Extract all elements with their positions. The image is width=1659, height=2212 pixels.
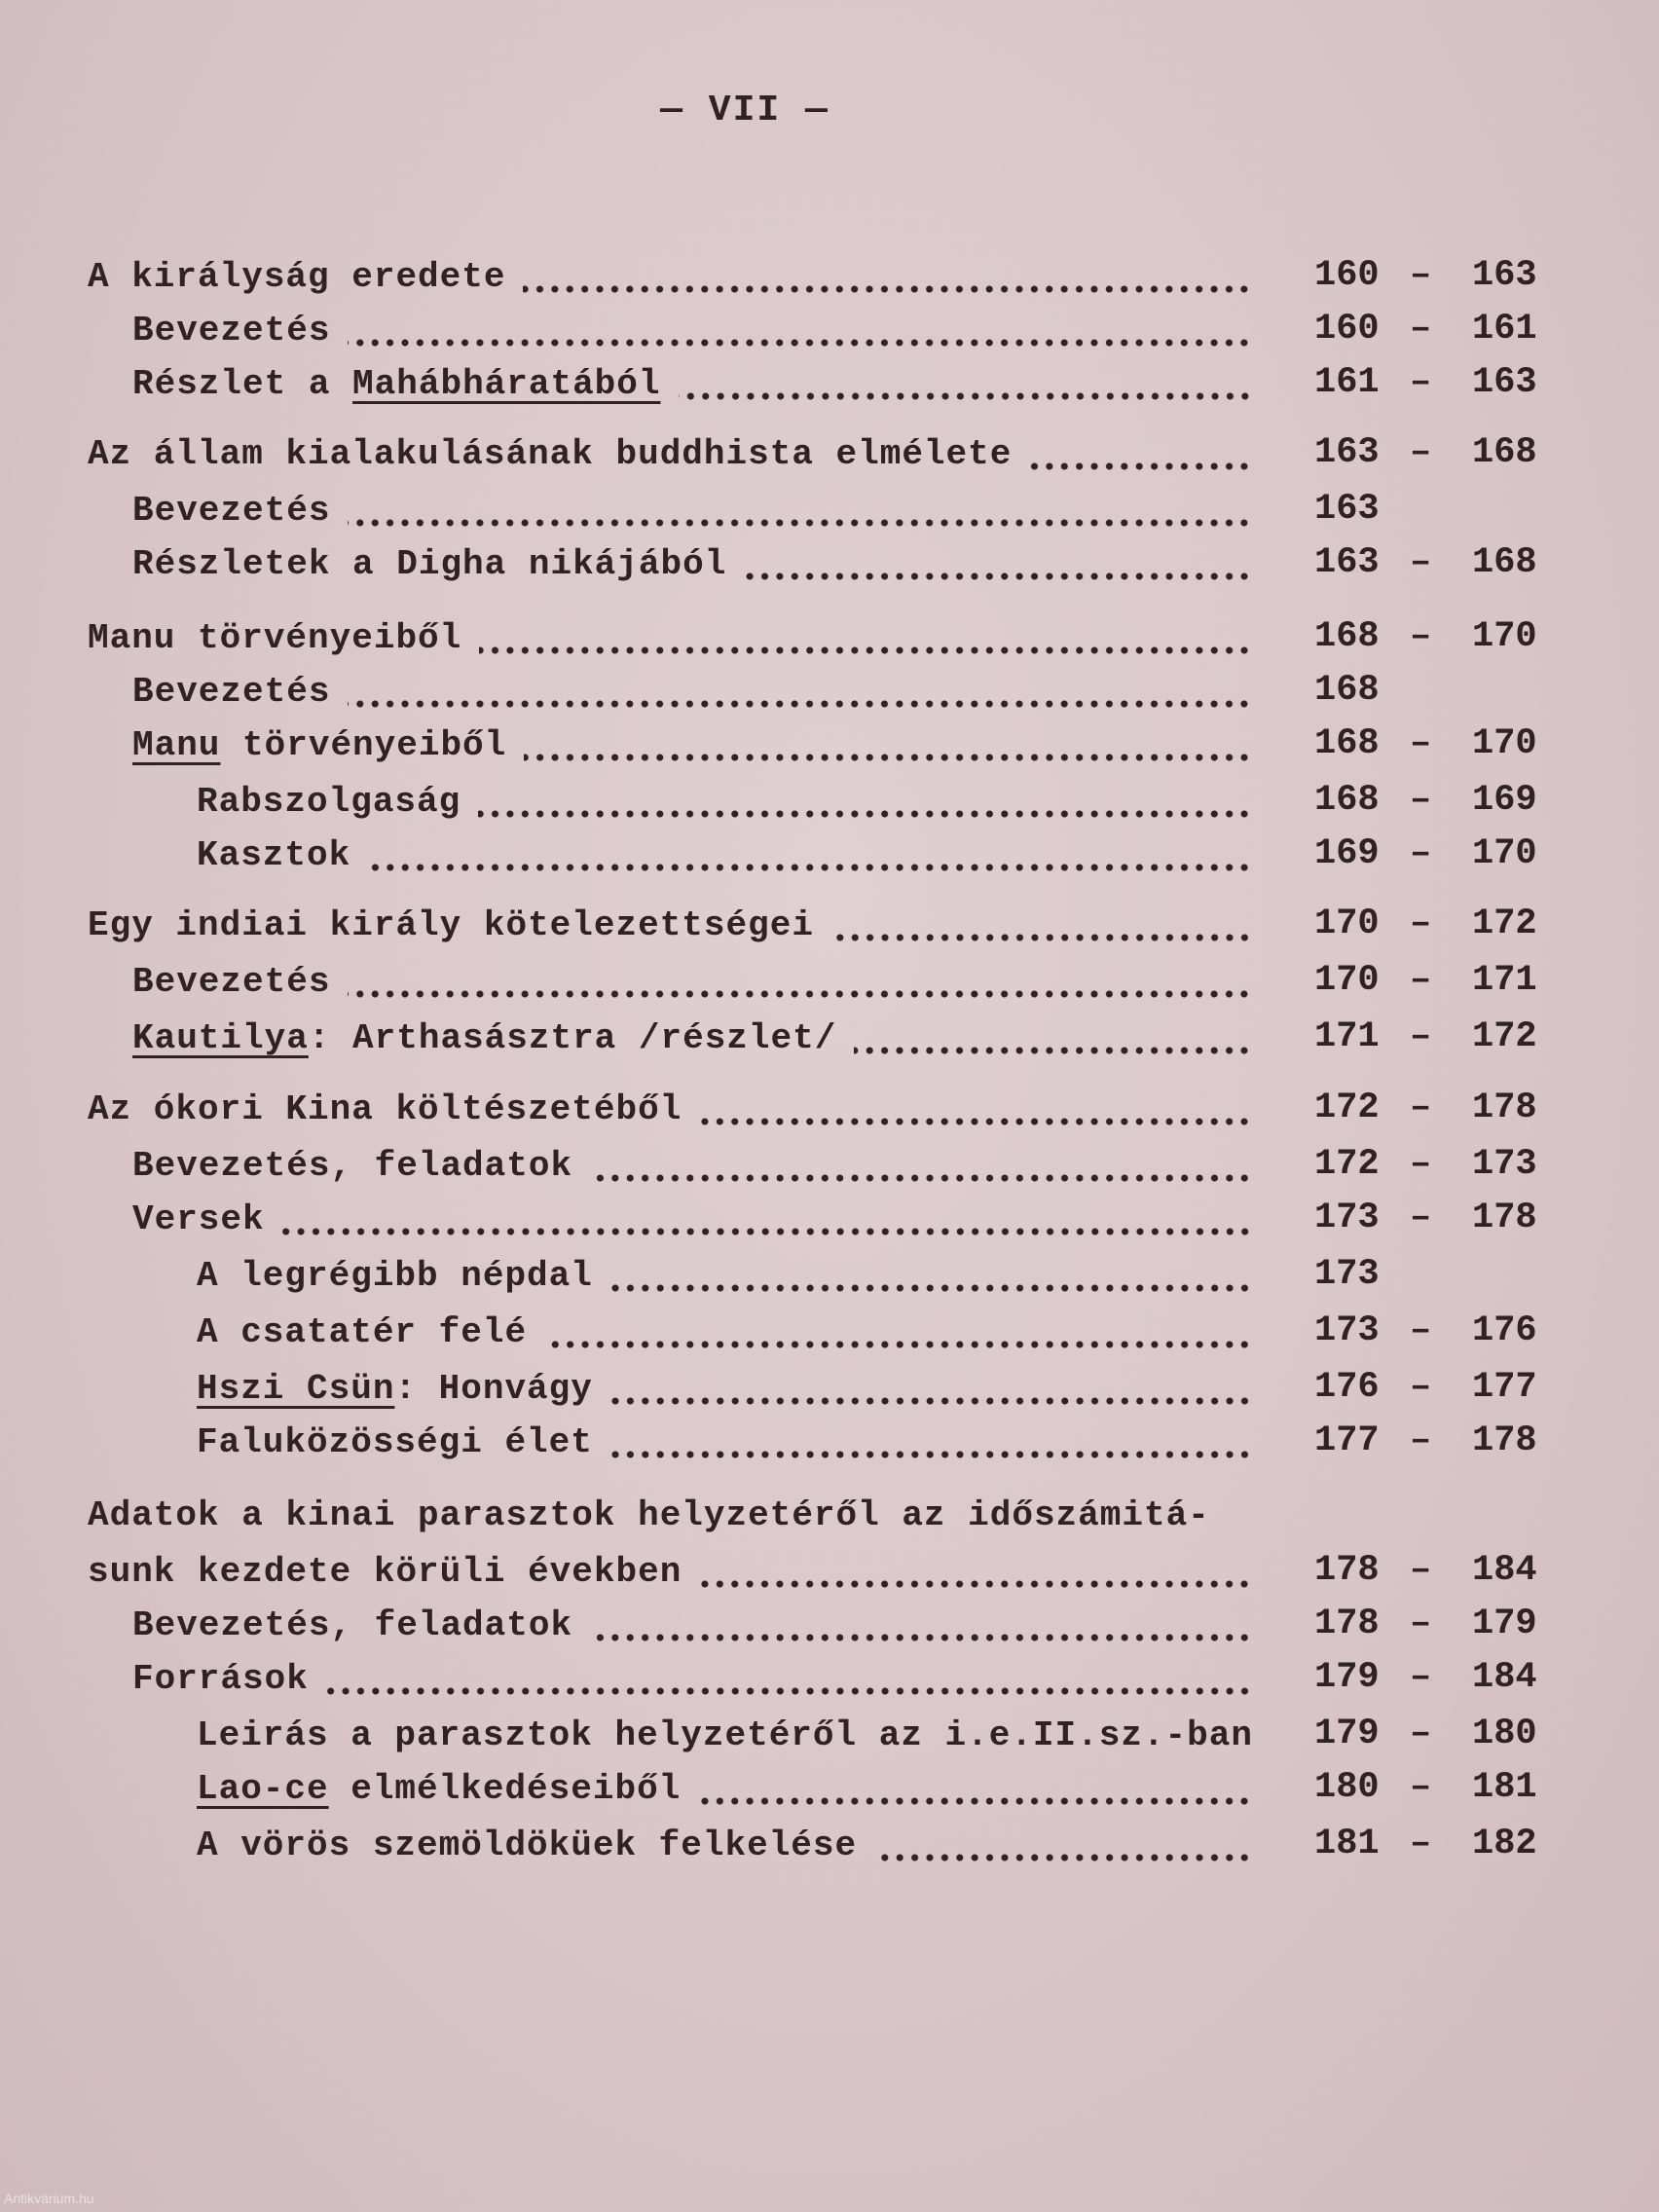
entry-title <box>197 1825 857 1865</box>
toc-entry <box>88 1089 1266 1138</box>
dot-leader <box>368 862 1252 873</box>
toc-entry <box>197 1369 1266 1418</box>
title-segment: Bevezetés <box>132 962 331 1002</box>
toc-entry <box>132 491 1266 539</box>
page-to: 184 <box>1472 1550 1537 1591</box>
title-segment: A legrégibb népdal <box>197 1256 593 1296</box>
title-segment: Kasztok <box>197 835 351 875</box>
page-from: 169 <box>1314 833 1380 874</box>
page-to: 178 <box>1472 1198 1537 1238</box>
page-to: 168 <box>1472 432 1537 473</box>
entry-title <box>197 1256 593 1296</box>
toc-entry <box>88 905 1266 954</box>
title-segment: Az állam kialakulásának buddhista elmélete <box>88 434 1013 474</box>
dot-leader <box>590 1632 1252 1643</box>
page-to: 172 <box>1472 1016 1537 1057</box>
page-range-dash: – <box>1410 1088 1432 1128</box>
entry-title <box>132 672 330 712</box>
toc-entry <box>132 962 1266 1011</box>
dot-leader <box>326 1685 1252 1697</box>
page-from: 160 <box>1314 255 1380 296</box>
page-range-dash: – <box>1410 723 1432 764</box>
dot-leader <box>874 1852 1252 1863</box>
entry-title <box>197 1422 593 1462</box>
page-range-dash: – <box>1410 1198 1432 1238</box>
page-range-dash: – <box>1410 432 1432 473</box>
title-segment: Rabszolgaság <box>197 782 461 822</box>
page-range-dash: – <box>1410 616 1432 657</box>
entry-title <box>88 1552 682 1592</box>
entry-title <box>197 1369 593 1409</box>
page-to: 178 <box>1472 1420 1537 1461</box>
page-to: 170 <box>1472 616 1537 657</box>
page-to: 169 <box>1472 780 1537 821</box>
toc-entry <box>197 782 1266 830</box>
toc-entry <box>197 1825 1266 1874</box>
toc-entry <box>88 618 1266 667</box>
page-range-dash: – <box>1410 960 1432 1001</box>
dot-leader <box>699 1116 1252 1127</box>
title-segment: Adatok a kinai parasztok helyzetéről az időszámitá- <box>88 1495 1210 1535</box>
page-to: 176 <box>1472 1310 1537 1351</box>
page-range-dash: – <box>1410 1144 1432 1185</box>
title-segment: Manu <box>132 725 221 765</box>
page-from: 172 <box>1314 1144 1380 1185</box>
title-segment: A vörös szemöldöküek felkelése <box>197 1825 858 1865</box>
entry-title <box>88 1089 682 1129</box>
page-to: 163 <box>1472 362 1537 403</box>
page-from: 163 <box>1314 542 1380 583</box>
title-segment: Versek <box>132 1199 265 1239</box>
watermark: Antikvárium.hu <box>4 2191 94 2206</box>
page-to: 161 <box>1472 309 1537 350</box>
page-to: 182 <box>1472 1824 1537 1864</box>
dot-leader <box>348 698 1252 710</box>
title-segment: Mahábháratából <box>352 364 661 404</box>
entry-title <box>197 835 350 875</box>
page-to: 171 <box>1472 960 1537 1001</box>
title-segment: Bevezetés <box>132 672 331 712</box>
page-from: 179 <box>1314 1657 1380 1698</box>
toc-entry <box>197 1256 1266 1305</box>
title-segment: törvényeiből <box>220 725 507 765</box>
page-from: 168 <box>1314 616 1380 657</box>
entry-title <box>132 1199 265 1239</box>
dot-leader <box>479 645 1252 656</box>
entry-title <box>197 1312 527 1352</box>
title-segment: Faluközösségi élet <box>197 1422 593 1462</box>
toc-entry <box>132 311 1266 359</box>
entry-title <box>132 725 506 765</box>
dot-leader <box>610 1449 1252 1460</box>
title-segment: Leirás a parasztok helyzetéről az i.e.II.sz.-ban <box>197 1715 1253 1755</box>
toc-entry <box>197 1769 1266 1818</box>
page-to: 177 <box>1472 1367 1537 1408</box>
page-from: 172 <box>1314 1088 1380 1128</box>
page-from: 173 <box>1314 1310 1380 1351</box>
toc-entry <box>88 434 1266 483</box>
dot-leader <box>1029 461 1252 472</box>
page-number-header: — VII — <box>660 90 830 131</box>
toc-entry <box>88 257 1266 306</box>
toc-entry <box>132 1018 1266 1067</box>
page-from: 173 <box>1314 1254 1380 1295</box>
title-segment: Részlet a <box>132 364 353 404</box>
toc-entry <box>88 1552 1266 1601</box>
page-to: 170 <box>1472 833 1537 874</box>
toc-entry <box>132 1146 1266 1195</box>
dot-leader <box>698 1795 1252 1807</box>
toc-entry <box>132 1605 1266 1654</box>
page-from: 170 <box>1314 903 1380 944</box>
title-segment: Bevezetés, feladatok <box>132 1605 573 1645</box>
page-range-dash: – <box>1410 1714 1432 1754</box>
toc-entry <box>197 1312 1266 1361</box>
entry-title <box>132 491 330 531</box>
toc-entry <box>197 1422 1266 1471</box>
entry-title <box>88 905 814 945</box>
page-range-dash: – <box>1410 1367 1432 1408</box>
entry-title <box>132 1018 836 1058</box>
title-segment: : Honvágy <box>394 1369 593 1409</box>
page-from: 173 <box>1314 1198 1380 1238</box>
title-segment: A királyság eredete <box>88 257 506 297</box>
page-range-dash: – <box>1410 1604 1432 1644</box>
title-segment: sunk kezdete körüli években <box>88 1552 682 1592</box>
toc-entry <box>132 364 1266 413</box>
page-from: 178 <box>1314 1550 1380 1591</box>
page-to: 180 <box>1472 1714 1537 1754</box>
title-segment: Hszi Csün <box>197 1369 395 1409</box>
page-from: 160 <box>1314 309 1380 350</box>
title-segment: elmélkedéseiből <box>328 1769 682 1809</box>
dot-leader <box>699 1578 1252 1590</box>
entry-title <box>197 1769 681 1809</box>
page-from: 177 <box>1314 1420 1380 1461</box>
page-from: 179 <box>1314 1714 1380 1754</box>
entry-title <box>132 962 330 1002</box>
entry-title <box>132 364 661 404</box>
entry-title <box>132 311 330 350</box>
dot-leader <box>831 932 1252 943</box>
page-from: 163 <box>1314 489 1380 530</box>
page-to: 172 <box>1472 903 1537 944</box>
title-segment: Az ókori Kina költészetéből <box>88 1089 682 1129</box>
page-from: 168 <box>1314 670 1380 711</box>
page-from: 168 <box>1314 780 1380 821</box>
page-range-dash: – <box>1410 1550 1432 1591</box>
toc-entry <box>88 1495 1659 1544</box>
entry-title <box>132 1146 572 1186</box>
title-segment: Manu törvényeiből <box>88 618 462 658</box>
page-range-dash: – <box>1410 1016 1432 1057</box>
toc-entry <box>132 672 1266 720</box>
title-segment: Források <box>132 1659 309 1699</box>
page-from: 168 <box>1314 723 1380 764</box>
page-range-dash: – <box>1410 1420 1432 1461</box>
entry-title <box>197 1715 1253 1755</box>
title-segment: : Arthasásztra /részlet/ <box>308 1018 837 1058</box>
entry-title <box>197 782 461 822</box>
entry-title <box>132 544 726 584</box>
page-to: 163 <box>1472 255 1537 296</box>
page-range-dash: – <box>1410 309 1432 350</box>
page-from: 161 <box>1314 362 1380 403</box>
page-range-dash: – <box>1410 780 1432 821</box>
page-to: 168 <box>1472 542 1537 583</box>
title-segment: Részletek a Digha nikájából <box>132 544 727 584</box>
title-segment: A csatatér felé <box>197 1312 528 1352</box>
title-segment: Bevezetés <box>132 311 331 350</box>
toc-entry <box>132 1199 1266 1248</box>
toc-entry <box>132 544 1266 593</box>
dot-leader <box>854 1045 1252 1056</box>
title-segment: Bevezetés <box>132 491 331 531</box>
dot-leader <box>610 1395 1252 1407</box>
page-from: 171 <box>1314 1016 1380 1057</box>
page-range-dash: – <box>1410 903 1432 944</box>
page-range-dash: – <box>1410 1657 1432 1698</box>
page-to: 181 <box>1472 1767 1537 1808</box>
page-to: 173 <box>1472 1144 1537 1185</box>
title-segment: Egy indiai király kötelezettségei <box>88 905 814 945</box>
toc-entry <box>132 1659 1266 1708</box>
page-from: 178 <box>1314 1604 1380 1644</box>
dot-leader <box>478 808 1252 820</box>
page-from: 176 <box>1314 1367 1380 1408</box>
page-range-dash: – <box>1410 362 1432 403</box>
entry-title <box>88 434 1012 474</box>
page-from: 163 <box>1314 432 1380 473</box>
toc-entry <box>197 835 1266 884</box>
dot-leader <box>282 1226 1252 1237</box>
dot-leader <box>544 1339 1252 1350</box>
toc-entry <box>197 1715 1659 1764</box>
entry-title <box>88 1495 1210 1535</box>
dot-leader <box>590 1172 1252 1184</box>
entry-title <box>132 1659 309 1699</box>
page-to: 178 <box>1472 1088 1537 1128</box>
title-segment: Kautilya <box>132 1018 309 1058</box>
page-to: 170 <box>1472 723 1537 764</box>
dot-leader <box>610 1282 1252 1294</box>
page-from: 180 <box>1314 1767 1380 1808</box>
entry-title <box>88 257 505 297</box>
dot-leader <box>348 988 1252 1000</box>
dot-leader <box>348 337 1252 349</box>
dot-leader <box>679 390 1253 402</box>
dot-leader <box>524 752 1252 763</box>
page-range-dash: – <box>1410 1824 1432 1864</box>
entry-title <box>132 1605 572 1645</box>
entry-title <box>88 618 461 658</box>
page-range-dash: – <box>1410 1310 1432 1351</box>
dot-leader <box>744 571 1252 582</box>
dot-leader <box>523 283 1252 295</box>
page-from: 170 <box>1314 960 1380 1001</box>
page-from: 181 <box>1314 1824 1380 1864</box>
dot-leader <box>348 517 1252 529</box>
page-to: 179 <box>1472 1604 1537 1644</box>
page-range-dash: – <box>1410 542 1432 583</box>
page-to: 184 <box>1472 1657 1537 1698</box>
page-range-dash: – <box>1410 255 1432 296</box>
title-segment: Bevezetés, feladatok <box>132 1146 573 1186</box>
page-range-dash: – <box>1410 1767 1432 1808</box>
toc-entry <box>132 725 1266 774</box>
page-range-dash: – <box>1410 833 1432 874</box>
title-segment: Lao-ce <box>197 1769 329 1809</box>
